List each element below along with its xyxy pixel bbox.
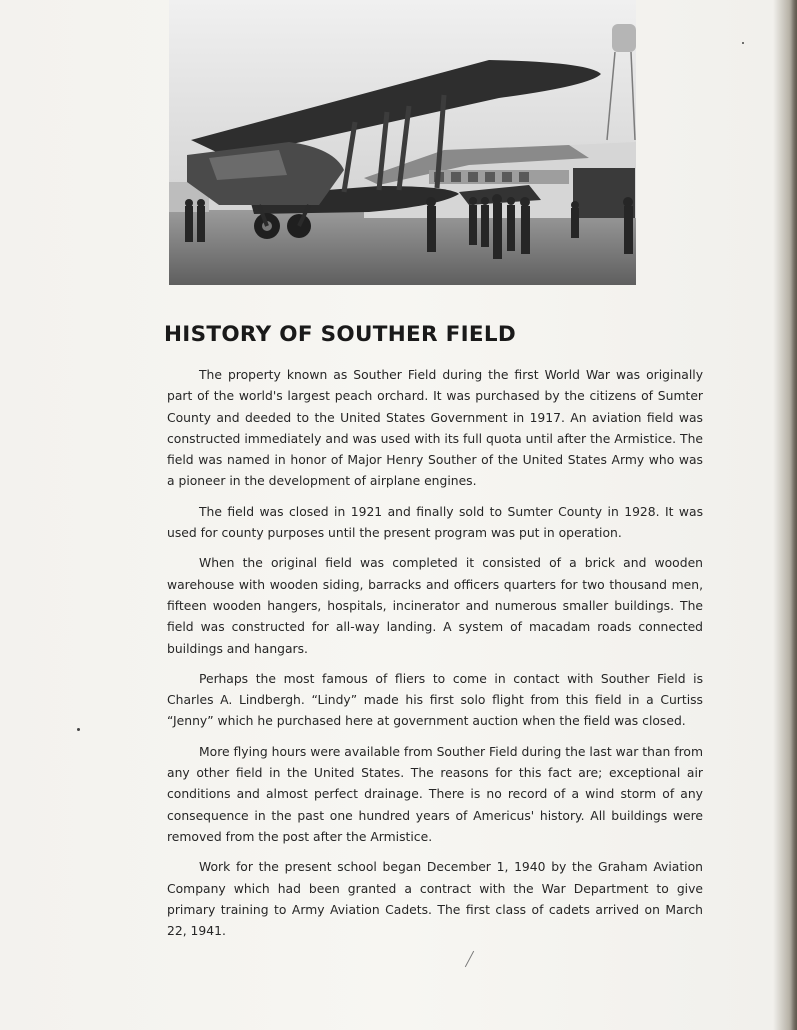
biplane-photo	[169, 0, 636, 285]
paragraph-3: When the original field was completed it consisted of a brick and wooden warehouse with wooden siding, barracks and officers quarters for two thousand men, fifteen wooden hangers, hospitals, incinerator and numerous smaller buildings. The field was constructed for all-way landing. A system of macadam roads connected buildings and hangars.	[167, 556, 703, 656]
paragraph-4: Perhaps the most famous of fliers to come in contact with Souther Field is Charles A. Lindbergh. “Lindy” made his first solo flight from this field in a Curtiss “Jenny” which he purchased here at government auction when the field was closed.	[167, 671, 703, 729]
paragraph-2: The field was closed in 1921 and finally sold to Sumter County in 1928. It was used for county purposes until the present program was put in operation.	[167, 504, 703, 541]
pencil-mark	[465, 951, 474, 967]
page-title: HISTORY OF SOUTHER FIELD	[164, 322, 517, 347]
paragraph-6: Work for the present school began December 1, 1940 by the Graham Aviation Company which had been granted a contract with the War Department to give primary training to Army Aviation Cadets. The first class of cadets arrived on March 22, 1941.	[167, 860, 703, 939]
article-body	[167, 365, 703, 951]
page-edge-shadow	[791, 0, 797, 1030]
paper-speck	[742, 42, 744, 44]
paragraph-1: The property known as Souther Field during the first World War was originally part of the world's largest peach orchard. It was purchased by the citizens of Sumter County and deeded to the United States Government in 1917. An aviation field was constructed immediately and was used with its full quota until after the Armistice. The field was named in honor of Major Henry Souther of the United States Army who was a pioneer in the development of airplane engines.	[167, 368, 703, 489]
paragraph-5: More flying hours were available from Souther Field during the last war than from any other field in the United States. The reasons for this fact are; exceptional air conditions and almost perfect drainage. There is no record of a wind storm of any consequence in the past one hundred years of Americus' history. All buildings were removed from the post after the Armistice.	[167, 744, 703, 844]
paper-speck	[77, 728, 80, 731]
